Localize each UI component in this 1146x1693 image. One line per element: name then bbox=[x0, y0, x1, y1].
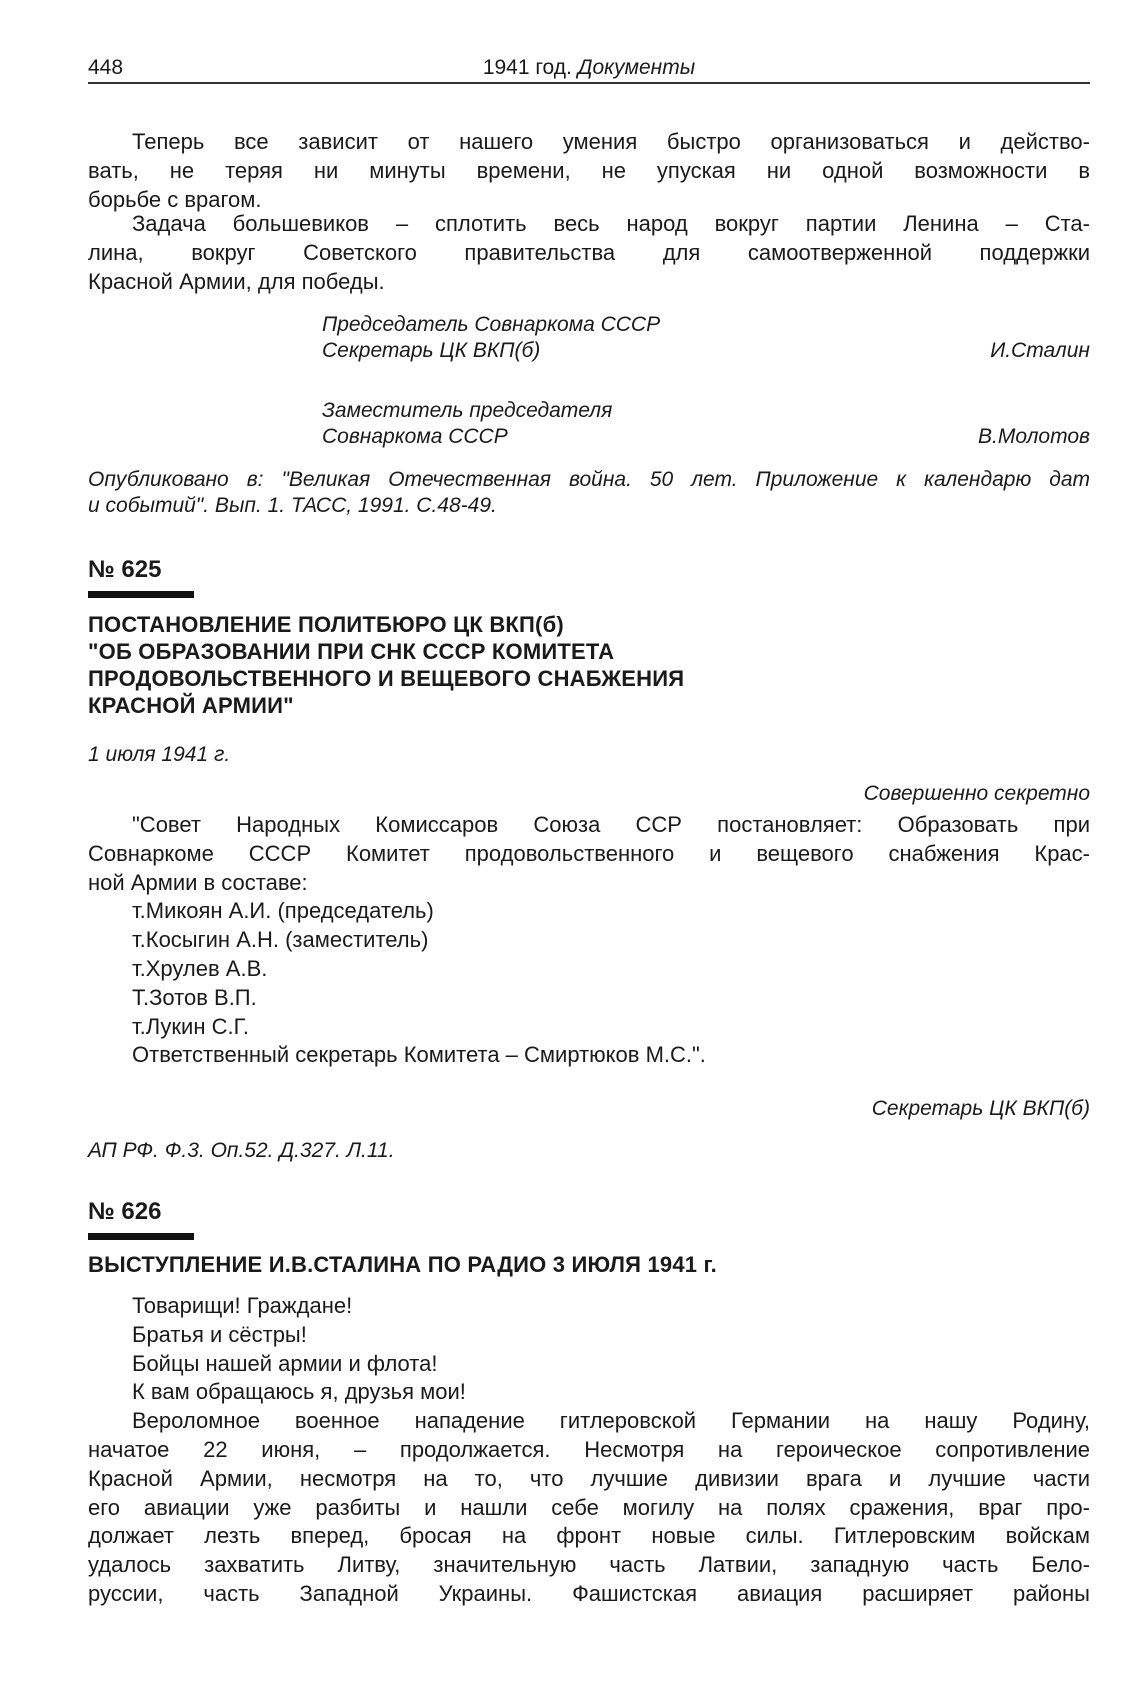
text-line: "Совет Народных Комиссаров Союза ССР постановляет: Образовать при bbox=[132, 812, 1090, 837]
member-item: т.Косыгин А.Н. (заместитель) bbox=[132, 927, 429, 953]
running-title-italic: Документы bbox=[577, 56, 696, 79]
text-line: должает лезть вперед, бросая на фронт новые силы. Гитлеровским войскам bbox=[88, 1523, 1090, 1549]
text-line: Красной Армии, для победы. bbox=[88, 268, 385, 294]
document-title-625 bbox=[88, 611, 684, 719]
text-line: и событий". Вып. 1. ТАСС, 1991. С.48-49. bbox=[88, 494, 497, 517]
greeting-line: Товарищи! Граждане! bbox=[132, 1293, 353, 1318]
number-underline-bar bbox=[88, 1233, 194, 1240]
running-header bbox=[88, 56, 1090, 82]
document-number-625: № 625 bbox=[88, 556, 162, 583]
text-line: удалось захватить Литву, значительную часть Латвии, западную часть Бело- bbox=[88, 1552, 1090, 1578]
running-title-year: 1941 год. bbox=[482, 56, 572, 79]
member-item: Т.Зотов В.П. bbox=[132, 984, 257, 1010]
text-line: вать, не теряя ни минуты времени, не упуская ни одной возможности в bbox=[88, 157, 1090, 183]
archive-reference: АП РФ. Ф.3. Оп.52. Д.327. Л.11. bbox=[88, 1139, 395, 1162]
text-line: Задача большевиков – сплотить весь народ вокруг партии Ленина – Ста- bbox=[132, 211, 1090, 236]
header-rule bbox=[88, 82, 1090, 84]
text-line: Теперь все зависит от нашего умения быстро организоваться и действо- bbox=[132, 129, 1090, 154]
title-line: КРАСНОЙ АРМИИ" bbox=[88, 693, 294, 718]
intro-paragraph-1 bbox=[88, 128, 1090, 214]
signature-name-molotov: В.Молотов bbox=[978, 425, 1090, 448]
document-number-626: № 626 bbox=[88, 1198, 162, 1225]
document-body-625 bbox=[88, 811, 1090, 1070]
signature-title-line: Секретарь ЦК ВКП(б) bbox=[322, 339, 541, 362]
signature-title-line: Заместитель председателя bbox=[322, 399, 613, 422]
number-underline-bar bbox=[88, 591, 194, 598]
text-line: Вероломное военное нападение гитлеровской Германии на нашу Родину, bbox=[132, 1408, 1090, 1434]
publication-source bbox=[88, 467, 1090, 519]
title-line: "ОБ ОБРАЗОВАНИИ ПРИ СНК СССР КОМИТЕТА bbox=[88, 639, 615, 664]
signature-name-stalin: И.Сталин bbox=[990, 339, 1090, 362]
signature-title-molotov bbox=[322, 398, 612, 450]
document-title-626: ВЫСТУПЛЕНИЕ И.В.СТАЛИНА ПО РАДИО 3 ИЮЛЯ 1941 г. bbox=[88, 1252, 717, 1277]
text-line: ной Армии в составе: bbox=[88, 869, 308, 895]
member-item: т.Хрулев А.В. bbox=[132, 955, 268, 981]
text-line: Совнаркоме СССР Комитет продовольственного и вещевого снабжения Крас- bbox=[88, 840, 1090, 866]
greeting-line: Братья и сёстры! bbox=[132, 1321, 307, 1347]
signature-title-line: Председатель Совнаркома СССР bbox=[322, 313, 661, 336]
greeting-line: К вам обращаюсь я, друзья мои! bbox=[132, 1379, 466, 1405]
text-line: борьбе с врагом. bbox=[88, 186, 262, 212]
intro-paragraph-2 bbox=[88, 210, 1090, 296]
text-line: лина, вокруг Советского правительства для самоотверженной поддержки bbox=[88, 239, 1090, 265]
title-line: ПРОДОВОЛЬСТВЕННОГО И ВЕЩЕВОГО СНАБЖЕНИЯ bbox=[88, 666, 685, 691]
title-line: ПОСТАНОВЛЕНИЕ ПОЛИТБЮРО ЦК ВКП(б) bbox=[88, 612, 564, 637]
page-number: 448 bbox=[88, 56, 124, 79]
member-item: т.Микоян А.И. (председатель) bbox=[132, 898, 434, 924]
text-line: Красной Армии, несмотря на то, что лучшие дивизии врага и лучшие части bbox=[88, 1465, 1090, 1491]
text-line: его авиации уже разбиты и нашли себе могилу на полях сражения, враг про- bbox=[88, 1494, 1090, 1520]
member-item: т.Лукин С.Г. bbox=[132, 1013, 249, 1039]
text-line: руссии, часть Западной Украины. Фашистская авиация расширяет районы bbox=[88, 1580, 1090, 1606]
running-title bbox=[88, 56, 1090, 80]
text-line: начатое 22 июня, – продолжается. Несмотря на героическое сопротивление bbox=[88, 1436, 1090, 1462]
greeting-line: Бойцы нашей армии и флота! bbox=[132, 1350, 438, 1376]
document-date: 1 июля 1941 г. bbox=[88, 743, 231, 766]
member-item: Ответственный секретарь Комитета – Смиртюков М.С.". bbox=[132, 1042, 706, 1068]
document-body-626 bbox=[88, 1292, 1090, 1609]
secretary-signature: Секретарь ЦК ВКП(б) bbox=[871, 1097, 1090, 1120]
signature-title-line: Совнаркома СССР bbox=[322, 425, 508, 448]
classification: Совершенно секретно bbox=[863, 782, 1090, 805]
text-line: Опубликовано в: "Великая Отечественная война. 50 лет. Приложение к календарю дат bbox=[88, 468, 1090, 491]
signature-title-stalin bbox=[322, 312, 660, 364]
